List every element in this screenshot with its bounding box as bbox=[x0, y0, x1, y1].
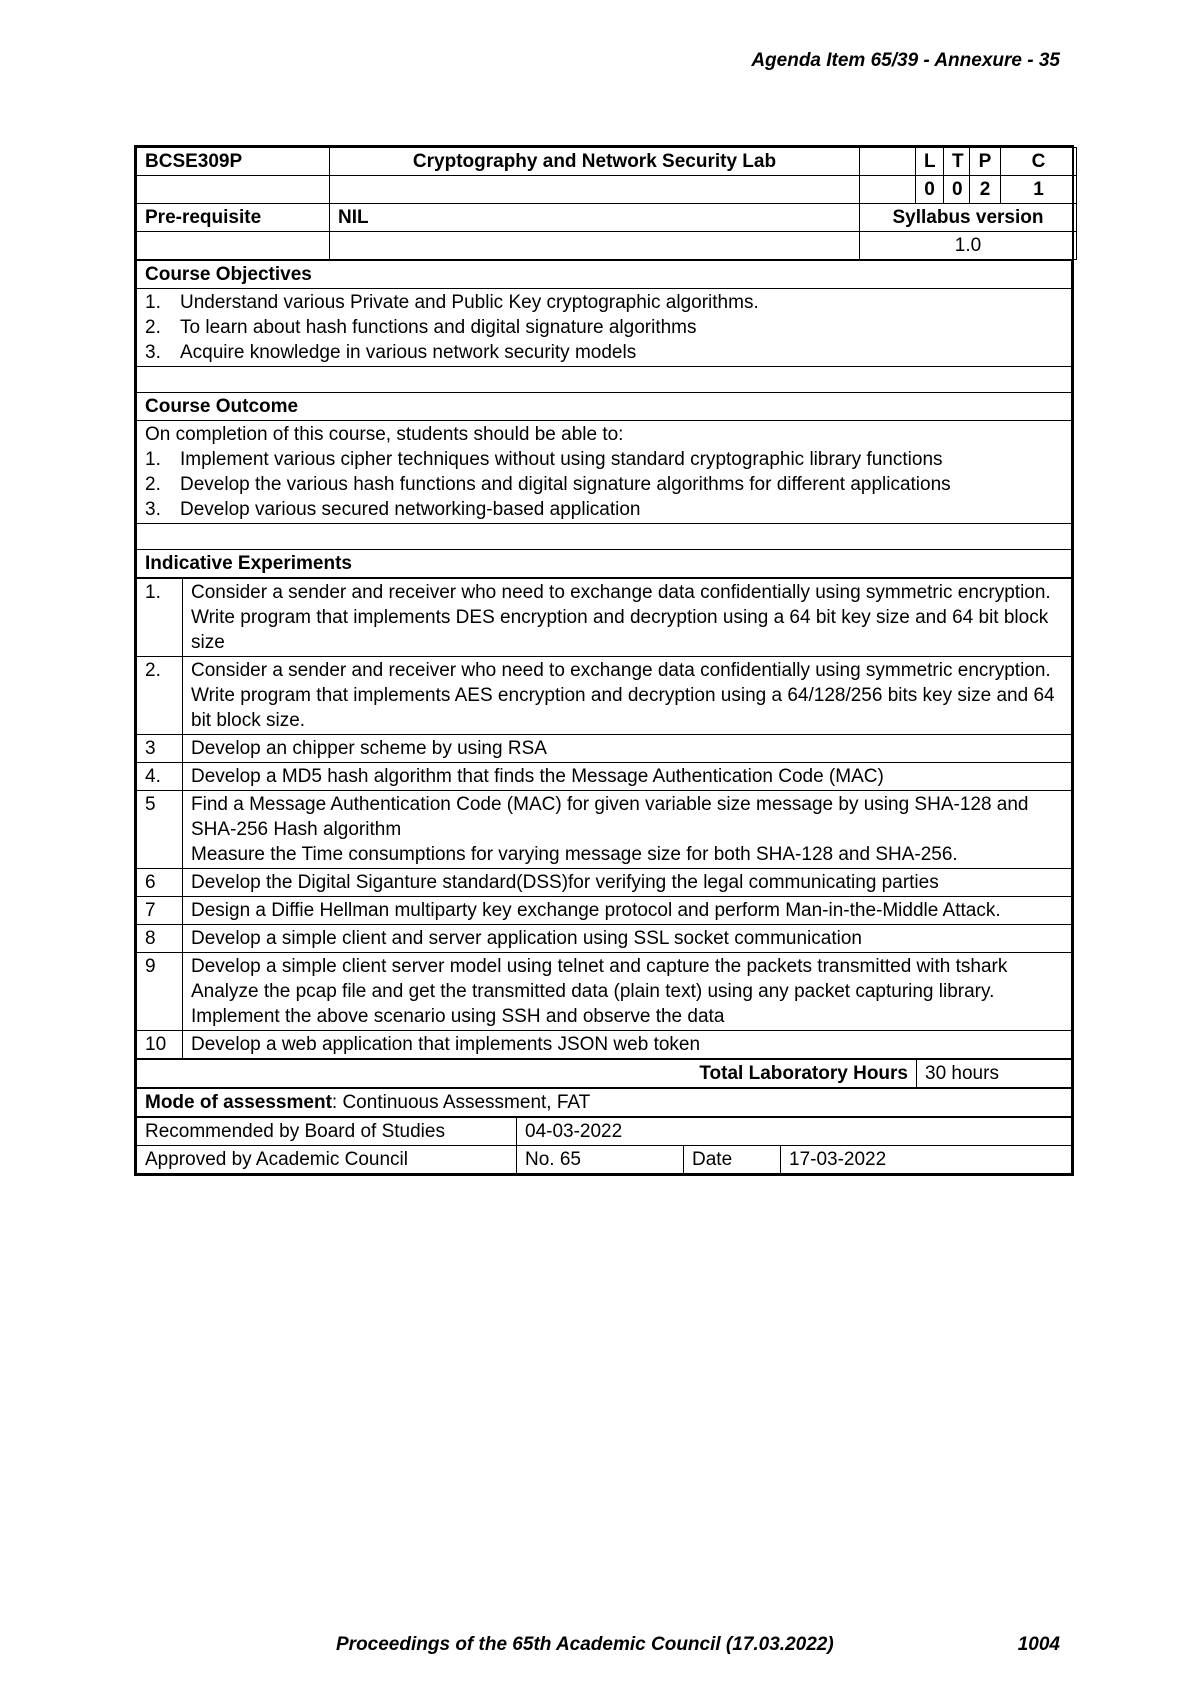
table-row: 4. Develop a MD5 hash algorithm that finds the Message Authentication Code (MAC) bbox=[137, 763, 1072, 791]
proceedings-text: Proceedings of the 65th Academic Council (17.03.2022) bbox=[336, 1634, 834, 1655]
prerequisite-value: NIL bbox=[330, 204, 860, 232]
objectives-heading: Course Objectives bbox=[137, 261, 1072, 289]
mode-of-assessment-label: Mode of assessment bbox=[145, 1092, 332, 1113]
outcomes-heading: Course Outcome bbox=[137, 393, 1072, 421]
date-value: 17-03-2022 bbox=[781, 1146, 1072, 1174]
ltpc-label-c: C bbox=[1001, 148, 1077, 176]
course-title: Cryptography and Network Security Lab bbox=[330, 148, 860, 176]
table-row: 10 Develop a web application that implements JSON web token bbox=[137, 1031, 1072, 1059]
list-item: 1. Implement various cipher techniques without using standard cryptographic library functions bbox=[145, 449, 943, 470]
mode-of-assessment-value: : Continuous Assessment, FAT bbox=[331, 1092, 591, 1113]
experiments-heading: Indicative Experiments bbox=[137, 550, 1072, 578]
approval-table bbox=[136, 1117, 1072, 1174]
outcomes-list bbox=[145, 447, 1063, 522]
page-number: 1004 bbox=[1017, 1634, 1060, 1655]
prerequisite-label: Pre-requisite bbox=[137, 204, 330, 232]
syllabus-table bbox=[134, 145, 1074, 1176]
approved-label: Approved by Academic Council bbox=[137, 1146, 517, 1174]
objectives-list bbox=[145, 290, 1063, 365]
table-row: 9 Develop a simple client server model using telnet and capture the packets transmitted with tshark Analyze the pcap file and get the transmitted data (plain text) using any packet capturing library. Implement the above scenario using SSH and observe the data bbox=[137, 953, 1072, 1031]
experiments-table bbox=[136, 578, 1072, 1059]
total-hours-label: Total Laboratory Hours bbox=[137, 1060, 917, 1088]
ltpc-value-c: 1 bbox=[1001, 176, 1077, 204]
table-row: 1. Consider a sender and receiver who need to exchange data confidentially using symmetric encryption. Write program that implements DES encryption and decryption using a 64 bit key size and 64 bit block size bbox=[137, 579, 1072, 657]
list-item: 2. To learn about hash functions and digital signature algorithms bbox=[145, 317, 697, 338]
table-row: 3 Develop an chipper scheme by using RSA bbox=[137, 735, 1072, 763]
approved-number: No. 65 bbox=[517, 1146, 684, 1174]
objectives-table bbox=[136, 260, 1072, 578]
ltpc-value-p: 2 bbox=[970, 176, 1001, 204]
list-item: 3. Develop various secured networking-based application bbox=[145, 499, 641, 520]
table-row: 2. Consider a sender and receiver who need to exchange data confidentially using symmetric encryption. Write program that implements AES encryption and decryption using a 64/128/256 bits key size and 64 bit block size. bbox=[137, 657, 1072, 735]
ltpc-value-t: 0 bbox=[944, 176, 970, 204]
list-item: 3. Acquire knowledge in various network security models bbox=[145, 342, 637, 363]
recommended-label: Recommended by Board of Studies bbox=[137, 1118, 517, 1146]
total-hours-table bbox=[136, 1059, 1072, 1088]
table-row: 8 Develop a simple client and server application using SSL socket communication bbox=[137, 925, 1072, 953]
outcomes-intro: On completion of this course, students should be able to: bbox=[145, 424, 624, 445]
table-row: 6 Develop the Digital Siganture standard(DSS)for verifying the legal communicating parties bbox=[137, 869, 1072, 897]
recommended-value: 04-03-2022 bbox=[517, 1118, 1072, 1146]
syllabus-version-value: 1.0 bbox=[860, 232, 1077, 260]
date-label: Date bbox=[684, 1146, 781, 1174]
assessment-table bbox=[136, 1088, 1072, 1117]
total-hours-value: 30 hours bbox=[917, 1060, 1072, 1088]
list-item: 1. Understand various Private and Public Key cryptographic algorithms. bbox=[145, 292, 759, 313]
ltpc-label-t: T bbox=[944, 148, 970, 176]
ltpc-value-l: 0 bbox=[916, 176, 944, 204]
ltpc-label-p: P bbox=[970, 148, 1001, 176]
table-row: 7 Design a Diffie Hellman multiparty key exchange protocol and perform Man-in-the-Middle Attack. bbox=[137, 897, 1072, 925]
table-row: 5 Find a Message Authentication Code (MAC) for given variable size message by using SHA-128 and SHA-256 Hash algorithm Measure the Time consumptions for varying message size for both SHA-128 and SHA-256. bbox=[137, 791, 1072, 869]
ltpc-label-l: L bbox=[916, 148, 944, 176]
syllabus-version-label: Syllabus version bbox=[860, 204, 1077, 232]
list-item: 2. Develop the various hash functions and digital signature algorithms for different applications bbox=[145, 474, 951, 495]
agenda-header: Agenda Item 65/39 - Annexure - 35 bbox=[751, 50, 1060, 71]
page-footer bbox=[300, 1634, 1060, 1660]
course-code: BCSE309P bbox=[137, 148, 330, 176]
course-info-table bbox=[136, 147, 1077, 260]
